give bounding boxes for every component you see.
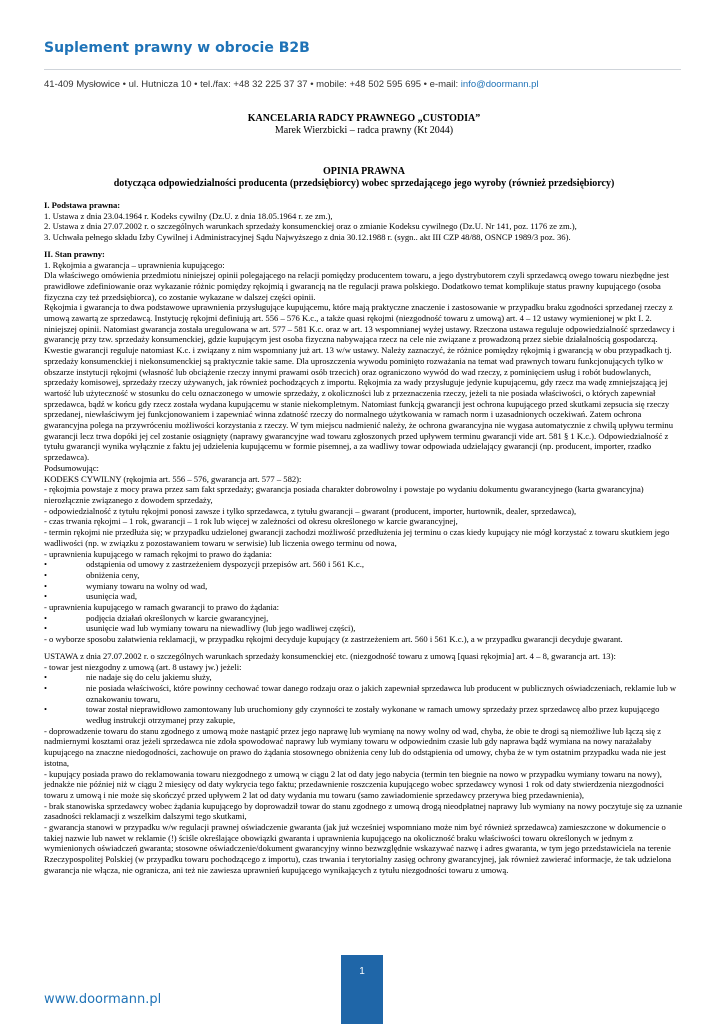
kc-heading: KODEKS CYWILNY (rękojmia art. 556 – 576, gwarancja art. 577 – 582):: [44, 473, 302, 484]
page-number-badge: [341, 955, 383, 1024]
legal-basis-item: 1. Ustawa z dnia 23.04.1964 r. Kodeks cywilny (Dz.U. z dnia 18.05.1964 r. ze zm.),: [44, 210, 333, 221]
list-item: - czas trwania rękojmi – 1 rok, gwarancji – 1 rok lub więcej w zależności od okresu określonego w karcie gwarancyjnej,: [44, 516, 458, 527]
paragraph: Rękojmia i gwarancja to dwa podstawowe uprawnienia przysługujące kupującemu, które mają praktyczne znaczenie i zastosowanie w przypadku braku zgodności sprzedanej rzeczy z umową zawartą ze sprzedawcą. Instytucję rękojmi definiują art. 556 – 576 K.c., a także quasi rękojmi (niezgodność towaru z umową) art. 4 – 12 ustawy wymienionej w pkt I. 2. niniejszej opinii. Natomiast gwarancja została uregulowana w art. 577 – 581 K.c. oraz w art. 13 wspomnianej wyżej ustawy. Rzeczona ustawa reguluje odpowiedzialność sprzedawcy i gwarancję przy tzw. sprzedaży konsumenckiej, gdzie kupującym jest osoba fizyczna nabywająca rzecz na cele nie związane z prowadzoną przez siebie działalnością gospodarczą. Kwestie gwarancji reguluje natomiast K.c. i związany z nim wspomniany już art. 13 w/w ustawy. Należy zaznaczyć, że różnice pomiędzy rękojmią i gwarancją w obu przypadkach tj. sprzedaży konsumenckiej i niekonsumenckiej są praktycznie takie same. Dla uproszczenia wywodu pominięto rozważania na temat wad prawnych towaru funkcjonujących tylko w obszarze instytucji rękojmi (własność lub obciążenie rzeczy innymi prawami osób trzecich) oraz ograniczono wywód do wad rzeczy, z pominięciem usług i robót budowlanych, sprzedaży komisowej, sprzedaży rzeczy używanych, jak również pochodzących z importu. Rękojmia za wady przysługuje jedynie kupującemu, gdy rzecz ma wadę zmniejszającą jej wartość lub użyteczność w stosunku do celu oznaczonego w umowie sprzedaży, z okoliczności lub z przeznaczenia rzeczy, jeżeli ta nie posiada właściwości, o których zapewniał sprzedawca, bądź w końcu gdy rzecz została wydana kupującemu w stanie niekompletnym. Natomiast funkcją gwarancji jest ochrona kupującego przed skutkami zepsucia się rzeczy sprzedanej, niewłaściwym jej funkcjonowaniem i zapewniać winna zdatność rzeczy do normalnego użytkowania w ramach norm i uzasadnionych oczekiwań. Zatem ochrona gwarancyjna polega na przywróceniu możliwości korzystania z rzeczy. W tym miejscu nadmienić należy, że ochrona gwarancyjna nie wygasa automatycznie z chwilą upływu terminu gwarancji lecz trwa dopóki jej cel zostanie osiągnięty (naprawy gwarancyjne wad towaru zgłoszonych przed upływem terminu gwarancji vide art. 581 § 1 K.c.). Odpowiedzialność z tytułu gwarancji wynika wyłącznie z faktu jej udzielenia kupującemu w formie pisemnej, a za wadliwy towar odpowiada udzielający gwarancji (np. producent, importer, rzadko sprzedawca).: [44, 302, 675, 463]
opinion-title: OPINIA PRAWNA: [323, 166, 405, 177]
bullet-item: • usunięcia wad,: [44, 591, 138, 602]
opinion-subtitle: dotycząca odpowiedzialności producenta (przedsiębiorcy) wobec sprzedającego jego wyroby (również przedsiębiorcy): [113, 178, 615, 189]
section1-heading: I. Podstawa prawna:: [44, 200, 121, 210]
bullet-item: • obniżenia ceny,: [44, 569, 140, 580]
bullet-item: • nie nadaje się do celu jakiemu służy,: [44, 672, 212, 683]
bullet-item: • odstąpienia od umowy z zastrzeżeniem dyspozycji przepisów art. 560 i 561 K.c.,: [44, 559, 365, 570]
ustawa-heading: USTAWA z dnia 27.07.2002 r. o szczególnych warunkach sprzedaży konsumenckiej etc. (niezgodność towaru z umową [quasi rękojmia] art. 4 – 8, gwarancja art. 13):: [44, 650, 616, 661]
contact-address: 41-409 Mysłowice • ul. Hutnicza 10 • tel./fax: +48 32 225 37 37 • mobile: +48 502 595 695 • e-mail:: [44, 79, 461, 90]
legal-basis-item: 3. Uchwała pełnego składu Izby Cywilnej i Administracyjnej Sądu Najwyższego z dnia 30.12.1988 r. (sygn.. akt III CZP 48/88, OSNCP 1989/3 poz. 36).: [44, 232, 571, 243]
page-number: 1: [359, 966, 365, 977]
bullet-item: • nie posiada właściwości, które powinny cechować towar danego rodzaju oraz o jakich zapewniał sprzedawca lub producent w publicznych oświadczeniach, reklamie lub w oznakowaniu towaru,: [44, 682, 677, 704]
footer-website-link[interactable]: www.doormann.pl: [44, 992, 162, 1007]
section2-heading: II. Stan prawny:: [44, 248, 105, 259]
office-person: Marek Wierzbicki – radca prawny (Kt 2044): [274, 125, 454, 136]
paragraph: Dla właściwego omówienia przedmiotu niniejszej opinii polegającego na relacji pomiędzy producentem towaru, a jego dystrybutorem czyli sprzedawcą owego towaru niezbędne jest prawidłowe zdefiniowanie oraz wykazanie różnic pomiędzy rękojmią i gwarancją na tle regulacji prawa polskiego. Dodatkowo temat komplikuje status prawny kupującego (osoba fizyczna czy też przedsiębiorca), co zostanie wykazane w dalszej części opinii.: [44, 270, 669, 302]
bullet-item: • towar został nieprawidłowo zamontowany lub uruchomiony gdy czynności te zostały wykonane w ramach umowy sprzedaży przez sprzedawcę albo przez kupującego według instrukcji otrzymanej przy zakupie,: [44, 704, 660, 726]
list-item: - uprawnienia kupującego w ramach gwarancji to prawo do żądania:: [44, 602, 280, 613]
list-item: - termin rękojmi nie przedłuża się; w przypadku udzielonej gwarancji zachodzi możliwość przedłużenia jej terminu o czas kiedy kupujący nie mógł korzystać z towaru skutkiem jego wadliwości (np. w związku z pozostawaniem towaru w serwisie) lub liczenia owego terminu od nowa,: [44, 527, 670, 548]
list-item: - gwarancja stanowi w przypadku w/w regulacji prawnej oświadczenie gwaranta (jak już wcześniej wspomniano może nim być również sprzedawca) zamieszczone w dokumencie o takiej nazwie lub nawet w reklamie (!) ściśle określające obowiązki gwaranta i uprawnienia kupującego na okoliczność braku właściwości towaru określonych w jednym z wymienionych oświadczeń gwaranta; stosowne oświadczenie/dokument gwarancyjny winno bezwzględnie wskazywać nazwę i adres gwaranta, w tym jego przedstawiciela na terenie Rzeczypospolitej Polskiej (w przypadku towaru pochodzącego z importu), czas trwania i terytorialny zasięg ochrony gwarancyjnej, jak również zawierać informacje, że tak udzielona gwarancja nie włącza, nie ogranicza, ani też nie zawiesza uprawnień kupującego wynikających z tytułu niezgodności towaru z umową.: [44, 822, 672, 875]
summary-label: Podsumowując:: [44, 462, 99, 473]
header-title: Suplement prawny w obrocie B2B: [44, 40, 310, 56]
list-item: - doprowadzenie towaru do stanu zgodnego z umową może nastąpić przez jego naprawę lub wymianę na nowy wolny od wad, chyba, że obie te drogi są niemożliwe lub łączą się z nadmiernymi kosztami oraz jeżeli sprzedawca nie zdoła spowodować naprawy lub wymiany towaru w odpowiednim czasie lub gdy naprawa bądź wymiana na nowy narażałaby kupującego na znaczne niedogodności, zachowuje on prawo do żądania stosownego obniżenia ceny lub do odstąpienia od umowy, chyba że w tym ostatnim przypadku wada nie jest istotna,: [44, 725, 667, 768]
bullet-item: • wymiany towaru na wolny od wad,: [44, 580, 208, 591]
office-name: KANCELARIA RADCY PRAWNEGO „CUSTODIA”: [247, 113, 481, 124]
email-link[interactable]: info@doormann.pl: [460, 79, 539, 90]
list-item: - uprawnienia kupującego w ramach rękojmi to prawo do żądania:: [44, 548, 272, 559]
list-item: - odpowiedzialność z tytułu rękojmi ponosi zawsze i tylko sprzedawca, z tytułu gwarancji – gwarant (producent, importer, hurtownik, dealer, sprzedawca),: [44, 505, 577, 516]
opinion-title-block: [44, 166, 684, 190]
bullet-item: • usunięcie wad lub wymiany towaru na niewadliwy (lub jego wadliwej części),: [44, 623, 356, 634]
law-office-block: [44, 113, 684, 137]
legal-basis-item: 2. Ustawa z dnia 27.07.2002 r. o szczególnych warunkach sprzedaży konsumenckiej oraz o zmianie Kodeksu cywilnego (Dz.U. Nr 141, poz. 1176 ze zm.),: [44, 221, 577, 232]
list-item: - towar jest niezgodny z umową (art. 8 ustawy jw.) jeżeli:: [44, 661, 242, 672]
section2-subheading: 1. Rękojmia a gwarancja – uprawnienia kupującego:: [44, 259, 225, 270]
document-body: [44, 200, 684, 876]
header-divider: [44, 69, 681, 70]
bullet-item: • podjęcia działań określonych w karcie gwarancyjnej,: [44, 612, 269, 623]
list-item: - o wyborze sposobu załatwienia reklamacji, w przypadku rękojmi decyduje kupujący (z zastrzeżeniem art. 560 i 561 K.c.), a w przypadku gwarancji decyduje gwarant.: [44, 634, 623, 645]
list-item: - kupujący posiada prawo do reklamowania towaru niezgodnego z umową w ciągu 2 lat od daty jego nabycia (termin ten biegnie na nowo w przypadku wymiany towaru na nowy), jednakże nie później niż w ciągu 2 miesięcy od daty wykrycia tego faktu; przedawnienie roszczenia kupującego wobec sprzedawcy wynosi 1 rok od daty stwierdzenia niezgodności towaru z umową i nie może się skończyć przed upływem 2 lat od daty wydania mu towaru (samo zawiadomienie sprzedawcy przerywa bieg przedawnienia),: [44, 768, 664, 800]
contact-line: [44, 79, 539, 90]
list-item: - brak stanowiska sprzedawcy wobec żądania kupującego by doprowadził towar do stanu zgodnego z umową drogą nieodpłatnej naprawy lub wymiany na nowy poczytuje się za uznanie zasadności reklamacji z wszelkim dalszymi tego skutkami,: [44, 800, 683, 822]
list-item: - rękojmia powstaje z mocy prawa przez sam fakt sprzedaży; gwarancja posiada charakter dobrowolny i powstaje po wydaniu dokumentu gwarancyjnego (karta gwarancyjna) nierozłącznie związanego z dowodem sprzedaży,: [44, 484, 644, 505]
